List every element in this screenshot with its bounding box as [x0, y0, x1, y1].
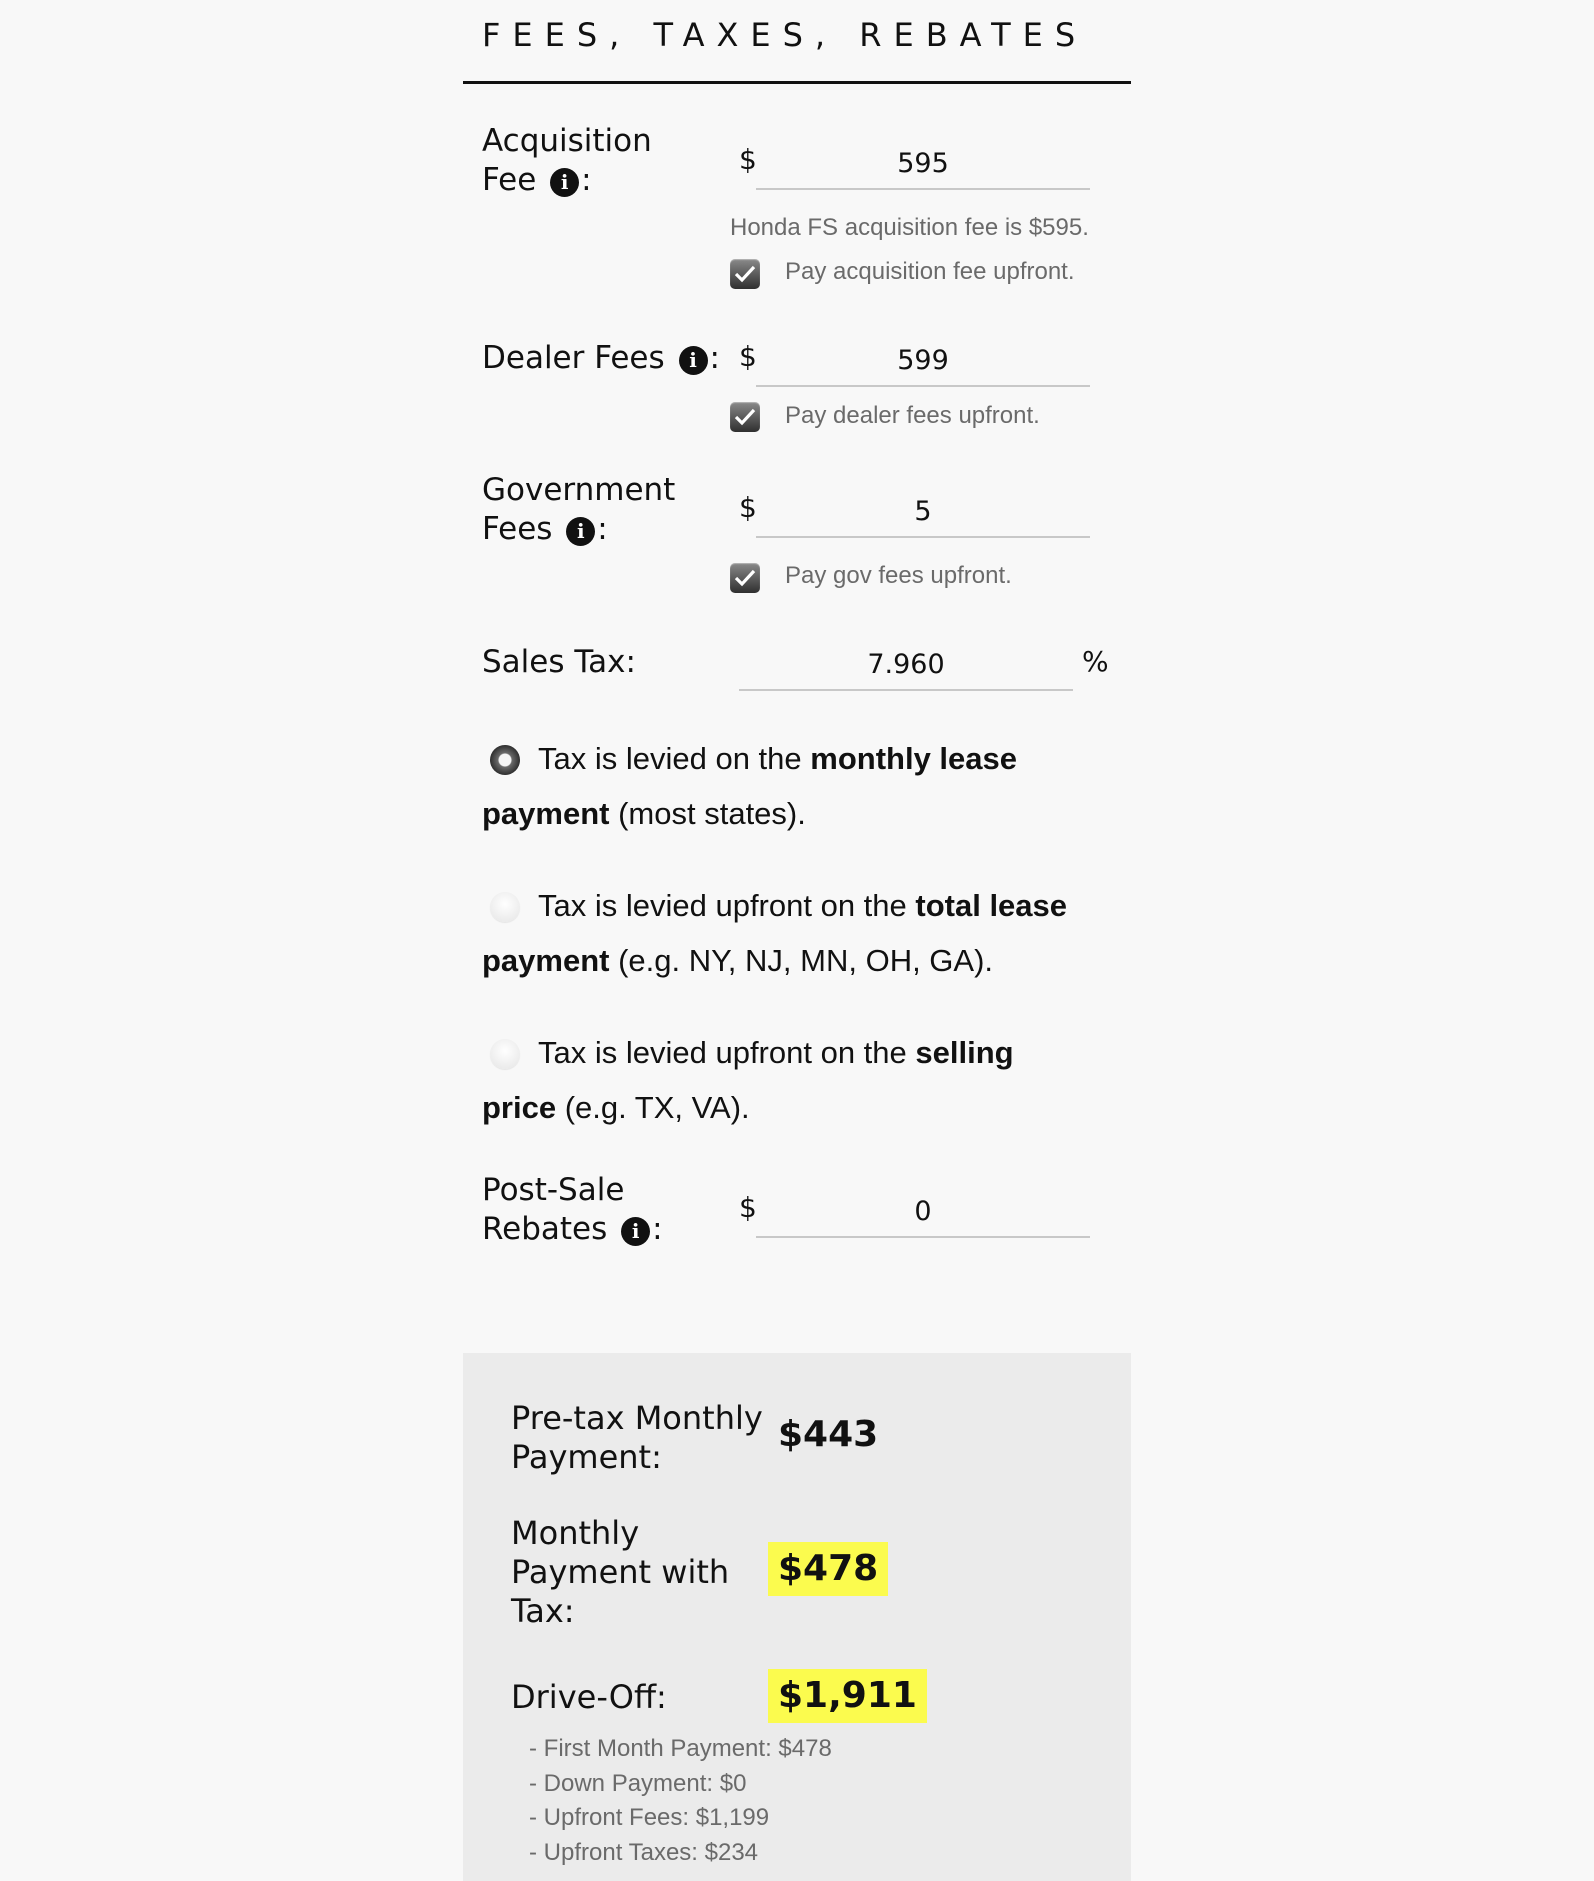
tax-option-selling-price-radio[interactable]	[490, 1039, 520, 1069]
acquisition-fee-upfront-checkbox[interactable]	[730, 259, 760, 289]
acquisition-fee-info-icon[interactable]: i	[550, 168, 579, 197]
checkmark-icon	[733, 566, 757, 590]
acquisition-fee-hint: Honda FS acquisition fee is $595.	[730, 214, 1089, 241]
post-sale-rebates-input[interactable]	[756, 1186, 1090, 1238]
government-fees-input[interactable]	[756, 486, 1090, 538]
government-fees-upfront-label: Pay gov fees upfront.	[785, 562, 1012, 589]
pretax-monthly-label: Pre-tax Monthly Payment:	[511, 1399, 763, 1476]
government-fees-upfront-checkbox[interactable]	[730, 563, 760, 593]
dealer-fees-input[interactable]	[756, 335, 1090, 387]
dealer-fees-upfront-label: Pay dealer fees upfront.	[785, 402, 1040, 429]
section-title: FEES, TAXES, REBATES	[482, 16, 1088, 54]
government-fees-currency: $	[739, 491, 757, 524]
dealer-fees-upfront-checkbox[interactable]	[730, 402, 760, 432]
post-sale-rebates-info-icon[interactable]: i	[621, 1217, 650, 1246]
acquisition-fee-currency: $	[739, 143, 757, 176]
breakdown-line: - Down Payment: $0	[529, 1769, 747, 1797]
drive-off-breakdown	[529, 1732, 832, 1870]
tax-option-monthly[interactable]: Tax is levied on the monthly lease payment (most states).	[482, 741, 1018, 831]
breakdown-line: - Upfront Fees: $1,199	[529, 1804, 770, 1831]
acquisition-fee-upfront-label: Pay acquisition fee upfront.	[785, 258, 1075, 285]
section-divider	[463, 81, 1131, 84]
acquisition-fee-label: Acquisition Fee i :	[482, 123, 652, 198]
checkmark-icon	[733, 405, 757, 429]
post-sale-rebates-label: Post-Sale Rebates i :	[482, 1172, 663, 1247]
sales-tax-label: Sales Tax:	[482, 644, 636, 680]
results-panel	[463, 1353, 1131, 1881]
dealer-fees-label: Dealer Fees i :	[482, 340, 720, 376]
tax-option-total-lease-radio[interactable]	[490, 892, 520, 922]
monthly-with-tax-label: Monthly Payment with Tax:	[511, 1514, 730, 1630]
breakdown-line: - Upfront Taxes: $234	[529, 1838, 759, 1866]
tax-option-total-lease[interactable]: Tax is levied upfront on the total lease payment (e.g. NY, NJ, MN, OH, GA).	[482, 888, 1068, 978]
dealer-fees-info-icon[interactable]: i	[679, 346, 708, 375]
post-sale-rebates-currency: $	[739, 1191, 757, 1224]
tax-option-selling-price[interactable]: Tax is levied upfront on the selling price (e.g. TX, VA).	[482, 1035, 1014, 1125]
tax-option-monthly-radio[interactable]	[490, 745, 520, 775]
acquisition-fee-input[interactable]	[756, 138, 1090, 190]
dealer-fees-currency: $	[739, 340, 757, 373]
pretax-monthly-value: $443	[778, 1414, 879, 1455]
government-fees-label: Government Fees i :	[482, 472, 676, 547]
sales-tax-unit: %	[1082, 645, 1109, 678]
monthly-with-tax-value: $478	[768, 1542, 888, 1596]
checkmark-icon	[733, 262, 757, 286]
government-fees-info-icon[interactable]: i	[566, 517, 595, 546]
sales-tax-input[interactable]	[739, 639, 1073, 691]
drive-off-label: Drive-Off:	[511, 1678, 667, 1716]
drive-off-value: $1,911	[768, 1669, 927, 1723]
breakdown-line: - First Month Payment: $478	[529, 1735, 832, 1762]
